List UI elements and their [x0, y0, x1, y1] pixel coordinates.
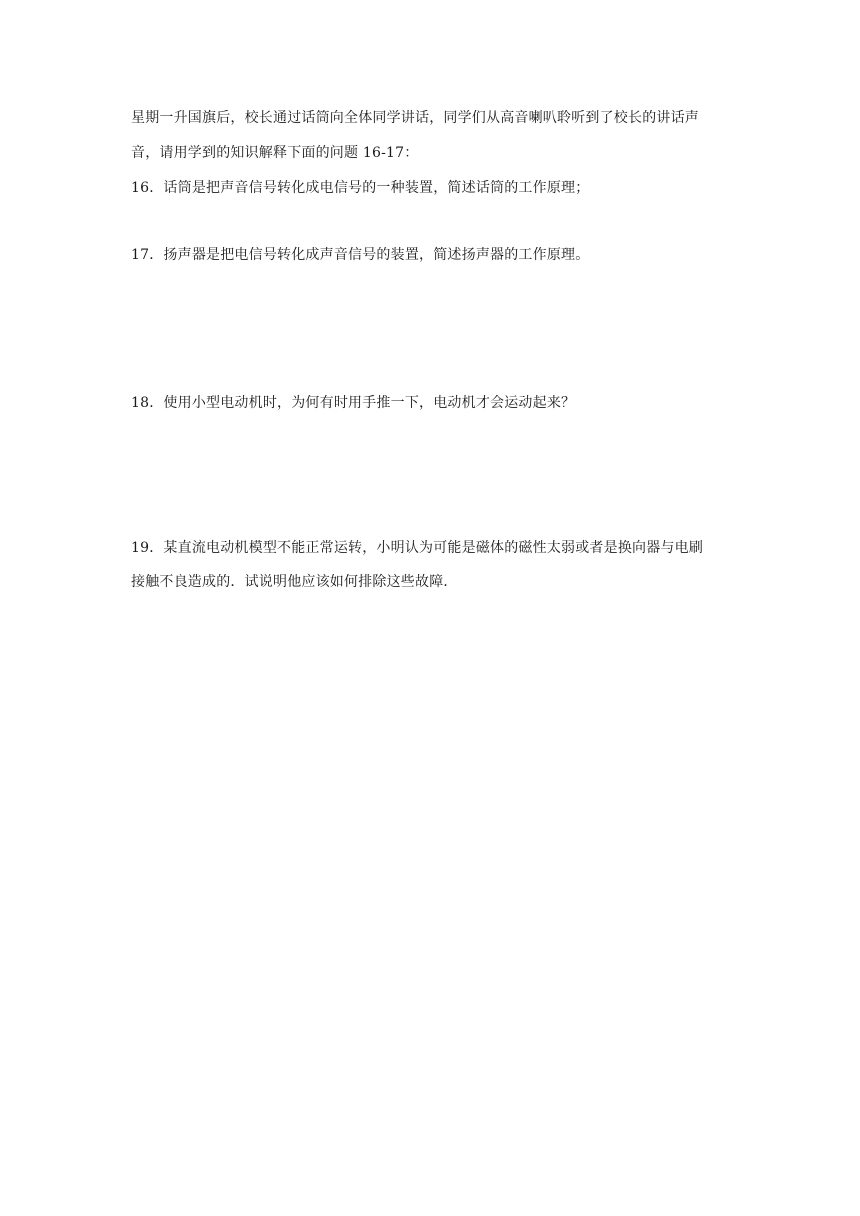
question-number: 19． — [131, 540, 164, 556]
question-text: 使用小型电动机时，为何有时用手推一下，电动机才会运动起来？ — [163, 395, 576, 411]
question-number: 17． — [131, 247, 164, 263]
question-text: 话筒是把声音信号转化成电信号的一种装置，简述话筒的工作原理； — [163, 180, 590, 196]
question-16 — [131, 178, 751, 198]
question-18 — [131, 393, 751, 413]
question-number: 18． — [131, 395, 164, 411]
question-17 — [131, 245, 751, 265]
question-text: 扬声器是把电信号转化成声音信号的装置，简述扬声器的工作原理。 — [163, 247, 590, 263]
intro-line-1: 星期一升国旗后，校长通过话筒向全体同学讲话，同学们从高音喇叭聆听到了校长的讲话声 — [131, 110, 699, 126]
question-19 — [131, 538, 751, 558]
intro-line-2: 音，请用学到的知识解释下面的问题 16-17： — [131, 145, 419, 161]
question-text: 某直流电动机模型不能正常运转，小明认为可能是磁体的磁性太弱或者是换向器与电刷 — [163, 540, 704, 556]
question-number: 16． — [131, 180, 164, 196]
question-19-line-2: 接触不良造成的．试说明他应该如何排除这些故障． — [131, 574, 458, 590]
